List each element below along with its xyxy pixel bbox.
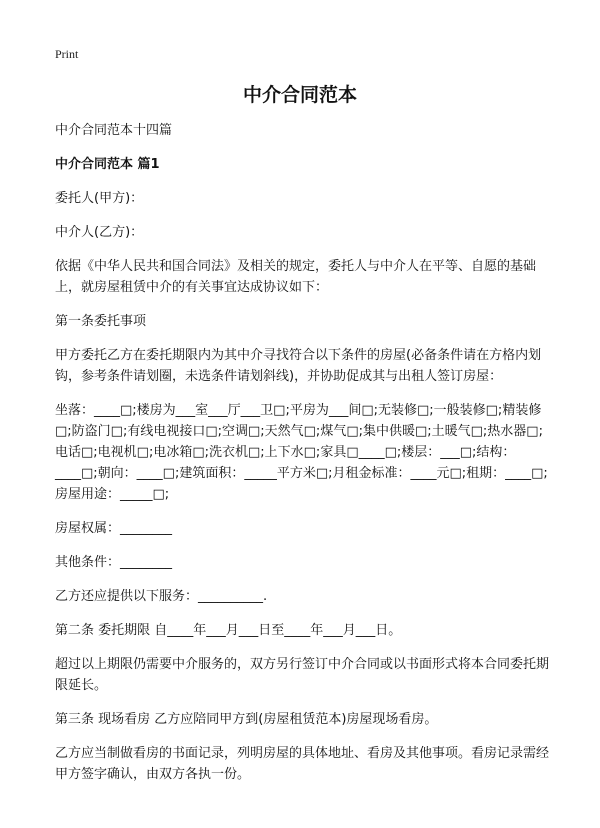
house-conditions: 坐落：____□;楼房为___室___厅___卫□;平房为___间□;无装修□;一般装修□;精装修□;防盗门□;有线电视接口□;空调□;天然气□;煤气□;集中供暖□;土暖气□;热水器□;电话□;电视机□;电冰箱□;洗衣机□;上下水□;家具□____□;楼层：___□;结构：____□;朝向：____□;建筑面积：_____平方米□;月租金标准：____元□;租期：____□;房屋用途：_____□; <box>55 403 548 502</box>
article-3: 第三条 现场看房 乙方应陪同甲方到(房屋租赁范本)房屋现场看房。 <box>55 712 438 727</box>
agent-line: 中介人(乙方)： <box>55 225 144 240</box>
document-subtitle: 中介合同范本十四篇 <box>55 123 173 138</box>
document-title: 中介合同范本 <box>242 84 357 106</box>
other-conditions-line: 其他条件：________ <box>55 555 173 570</box>
document-body <box>55 120 550 798</box>
ownership-line: 房屋权属：________ <box>55 521 173 536</box>
extension-paragraph: 超过以上期限仍需要中介服务的，双方另行签订中介合同或以书面形式将本合同委托期限延长。 <box>55 657 550 693</box>
article-1-title: 第一条委托事项 <box>55 314 147 329</box>
article-2: 第二条 委托期限 自____年___月___日至____年___月___日。 <box>55 623 402 638</box>
services-line: 乙方还应提供以下服务：__________. <box>55 589 268 604</box>
principal-line: 委托人(甲方)： <box>55 191 144 206</box>
intro-paragraph: 依据《中华人民共和国合同法》及相关的规定，委托人与中介人在平等、自愿的基础上，就房屋租赁中介的有关事宜达成协议如下： <box>55 259 537 295</box>
article-1-body: 甲方委托乙方在委托期限内为其中介寻找符合以下条件的房屋(必备条件请在方格内划钩，参考条件请划圈，未选条件请划斜线)，并协助促成其与出租人签订房屋： <box>55 348 542 384</box>
viewing-records-paragraph: 乙方应当制做看房的书面记录，列明房屋的具体地址、看房及其他事项。看房记录需经甲方签字确认，由双方各执一份。 <box>55 746 550 782</box>
section-heading: 中介合同范本 篇1 <box>55 157 160 172</box>
print-link[interactable]: Print <box>55 47 79 61</box>
